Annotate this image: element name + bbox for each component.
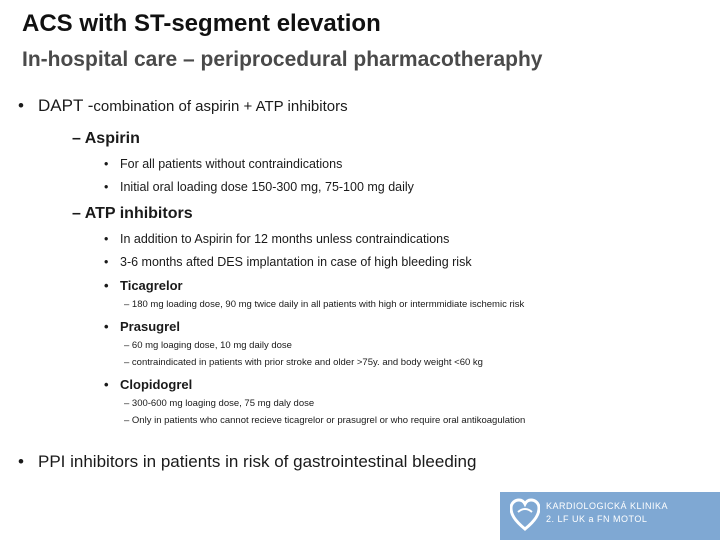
bullet-marker: • [104,157,109,171]
bullet-marker: • [104,232,109,246]
bullet-marker: • [104,278,109,293]
atp-item-1 [104,232,449,246]
bullet-dapt [18,96,348,116]
clopidogrel-heading [104,377,192,392]
bullet-marker: • [104,255,109,269]
bullet-ppi [18,452,476,472]
aspirin-item-1 [104,157,342,171]
atp-item-2 [104,255,472,269]
aspirin-item-text: Initial oral loading dose 150-300 mg, 75-100 mg daily [120,180,414,194]
ticagrelor-detail-1: – 180 mg loading dose, 90 mg twice daily in all patients with high or intermmidiate ischemic risk [124,299,525,310]
bullet-marker: • [104,319,109,334]
dapt-lead: DAPT - [38,96,94,115]
bullet-marker: • [104,180,109,194]
prasugrel-detail-2: – contraindicated in patients with prior stroke and older >75y. and body weight <60 kg [124,357,483,368]
atp-heading: – ATP inhibitors [72,205,193,222]
bullet-marker: • [18,452,24,471]
slide-subtitle: In-hospital care – periprocedural pharmacotheraphy [22,48,543,71]
logo-line-2: 2. LF UK a FN MOTOL [546,514,648,524]
aspirin-heading: – Aspirin [72,130,140,147]
atp-item-text: 3-6 months afted DES implantation in case of high bleeding risk [120,255,472,269]
dapt-rest: combination of aspirin + ATP inhibitors [93,98,348,115]
bullet-marker: • [18,96,24,115]
prasugrel-detail-1: – 60 mg loaging dose, 10 mg daily dose [124,340,292,351]
atp-item-text: In addition to Aspirin for 12 months unless contraindications [120,232,450,246]
logo-line-1: KARDIOLOGICKÁ KLINIKA [546,501,669,511]
clinic-logo [500,492,720,540]
logo-text [546,500,668,526]
ticagrelor-label: Ticagrelor [120,278,183,293]
bullet-marker: • [104,377,109,392]
aspirin-item-text: For all patients without contraindications [120,157,343,171]
clopidogrel-label: Clopidogrel [120,377,193,392]
clopidogrel-detail-1: – 300-600 mg loaging dose, 75 mg daly dose [124,398,315,409]
aspirin-item-2 [104,180,414,194]
prasugrel-label: Prasugrel [120,319,180,334]
heart-icon [510,498,540,532]
prasugrel-heading [104,319,180,334]
slide-title: ACS with ST-segment elevation [22,10,381,37]
ppi-text: PPI inhibitors in patients in risk of gastrointestinal bleeding [38,452,477,471]
ticagrelor-heading [104,278,183,293]
clopidogrel-detail-2: – Only in patients who cannot recieve ticagrelor or prasugrel or who require oral antikoagulation [124,415,526,426]
